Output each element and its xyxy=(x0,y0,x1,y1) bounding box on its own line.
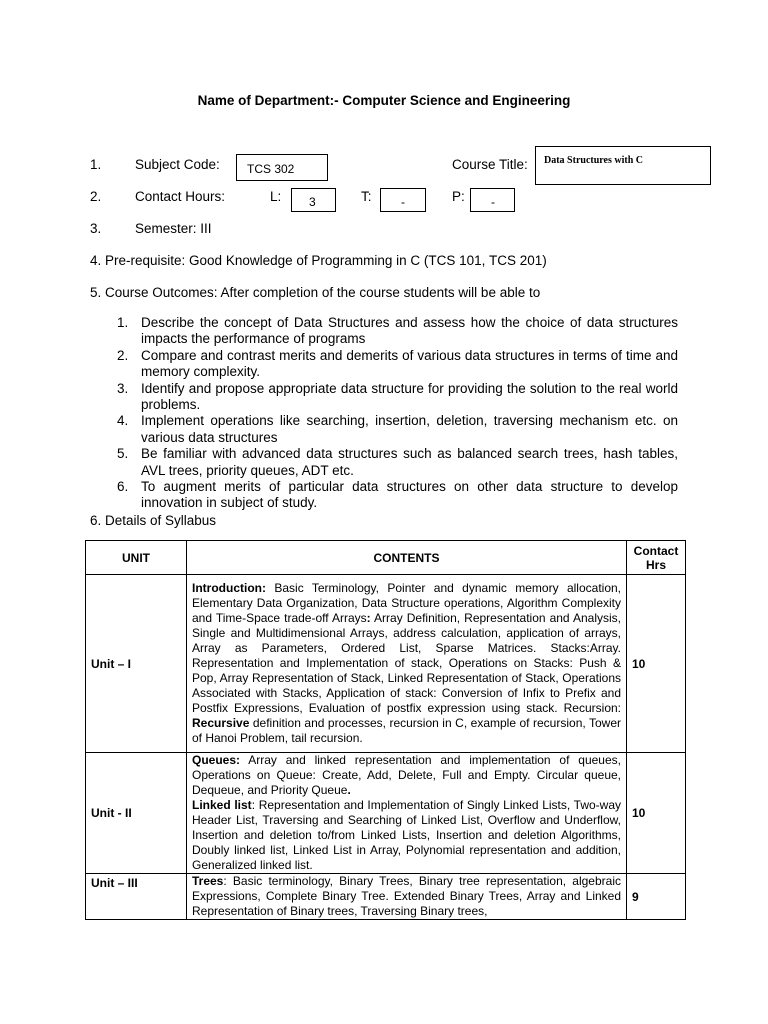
hours-cell: 9 xyxy=(627,874,686,920)
unit-cell: Unit - II xyxy=(86,753,187,874)
syllabus-table xyxy=(85,540,686,920)
subject-code-label: Subject Code: xyxy=(135,157,220,172)
item-number-1: 1. xyxy=(90,157,102,172)
outcome-item: 1. Describe the concept of Data Structures and assess how the choice of data structures impacts the performance of programs xyxy=(117,315,678,347)
syllabus-heading: 6. Details of Syllabus xyxy=(90,513,217,528)
hours-cell: 10 xyxy=(627,753,686,874)
table-header-row xyxy=(86,541,686,575)
prerequisite: 4. Pre-requisite: Good Knowledge of Programming in C (TCS 101, TCS 201) xyxy=(90,253,547,268)
lecture-label: L: xyxy=(270,189,282,204)
practical-label: P: xyxy=(452,189,465,204)
item-number-3: 3. xyxy=(90,221,102,236)
practical-value: - xyxy=(491,195,495,209)
outcome-item: 6. To augment merits of particular data structures on other data structure to develop innovation in subject of study. xyxy=(117,479,678,511)
unit-cell: Unit – III xyxy=(86,874,187,920)
unit-cell: Unit – I xyxy=(86,575,187,753)
header-contact-hrs: Contact Hrs xyxy=(627,541,686,575)
contents-cell: Trees: Basic terminology, Binary Trees, Binary tree representation, algebraic Expressions, Complete Binary Tree. Extended Binary Trees, Array and Linked Representation of Binary trees, Traversing Binary trees, xyxy=(187,874,627,920)
outcome-item: 2. Compare and contrast merits and demerits of various data structures in terms of time and memory complexity. xyxy=(117,347,678,380)
outcome-item: 5. Be familiar with advanced data structures such as balanced search trees, hash tables, AVL trees, priority queues, ADT etc. xyxy=(117,446,678,478)
tutorial-value: - xyxy=(401,195,405,209)
table-row xyxy=(86,753,686,874)
contact-hours-label: Contact Hours: xyxy=(135,189,226,204)
header-unit: UNIT xyxy=(86,541,187,575)
item-number-2: 2. xyxy=(90,189,102,204)
tutorial-box xyxy=(380,188,426,212)
subject-code-value: TCS 302 xyxy=(247,162,295,176)
subject-code-box xyxy=(236,154,328,181)
header-contents: CONTENTS xyxy=(187,541,627,575)
contents-cell: Introduction: Basic Terminology, Pointer and dynamic memory allocation, Elementary Data Organization, Data Structure operations, Algorithm Complexity and Time-Space trade-off Arrays: Array Definition, Representation and Analysis, Single and Multidimensional Arrays, address calculation, application of arrays, Array as Parameters, Ordered List, Sparse Matrices. Stacks:Array. Representation and Implementation of stack, Operations on Stacks: Push & Pop, Array Representation of Stack, Linked Representation of Stack, Operations Associated with Stacks, Application of stack: Conversion of Infix to Prefix and Postfix Expressions, Evaluation of postfix expression using stack. Recursion: Recursive definition and processes, recursion in C, example of recursion, Tower of Hanoi Problem, tail recursion. xyxy=(187,575,627,753)
course-title-value: Data Structures with C xyxy=(544,155,643,166)
outcomes-intro: 5. Course Outcomes: After completion of the course students will be able to xyxy=(90,285,541,300)
tutorial-label: T: xyxy=(361,189,372,204)
table-row xyxy=(86,575,686,753)
table-row xyxy=(86,874,686,920)
semester: Semester: III xyxy=(135,221,212,236)
course-title-label: Course Title: xyxy=(452,157,528,172)
lecture-box xyxy=(291,188,336,212)
lecture-value: 3 xyxy=(309,195,316,209)
course-title-box xyxy=(535,146,711,185)
department-title: Name of Department:- Computer Science and Engineering xyxy=(197,93,571,108)
hours-cell: 10 xyxy=(627,575,686,753)
practical-box xyxy=(470,188,515,212)
course-outcomes-list xyxy=(117,315,678,512)
outcome-item: 3. Identify and propose appropriate data structure for providing the solution to the real world problems. xyxy=(117,380,678,413)
contents-cell: Queues: Array and linked representation and implementation of queues, Operations on Queue: Create, Add, Delete, Full and Empty. Circular queue, Dequeue, and Priority Queue. Linked list: Representation and Implementation of Singly Linked Lists, Two-way Header List, Traversing and Searching of Linked List, Overflow and Underflow, Insertion and deletion to/from Linked Lists, Insertion and deletion Algorithms, Doubly linked list, Linked List in Array, Polynomial representation and addition, Generalized linked list. xyxy=(187,753,627,874)
outcome-item: 4. Implement operations like searching, insertion, deletion, traversing mechanism etc. on various data structures xyxy=(117,413,678,445)
